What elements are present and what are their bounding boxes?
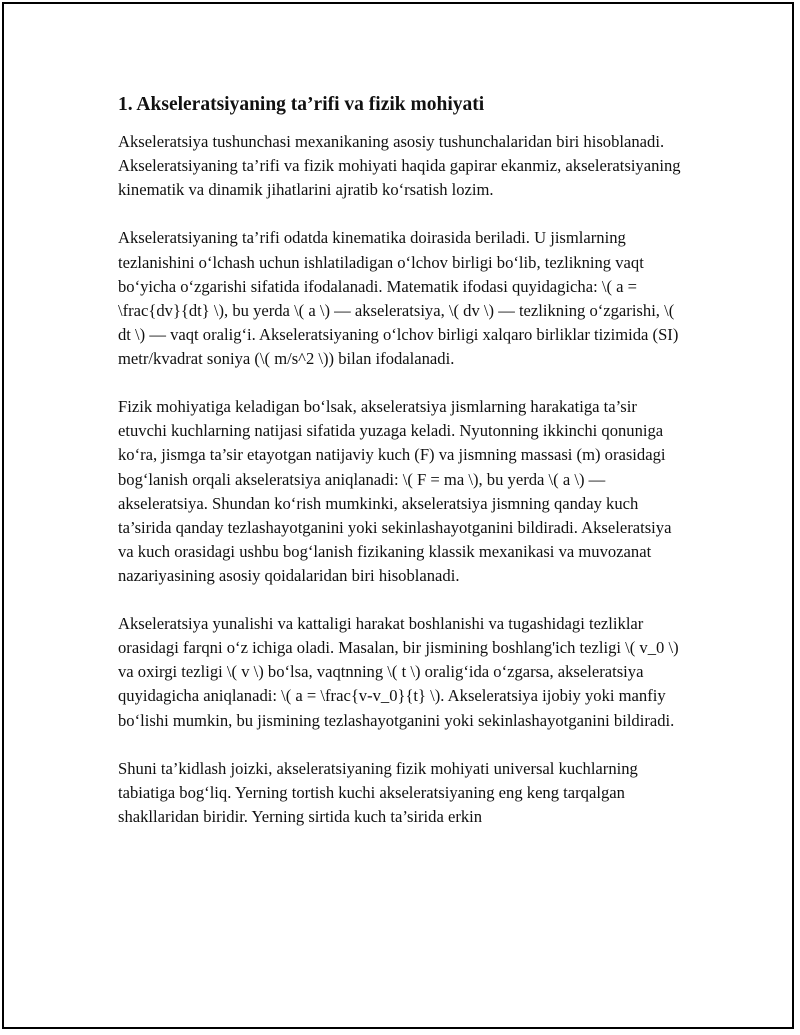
paragraph-universal-forces: Shuni ta’kidlash joizki, akseleratsiyaning fizik mohiyati universal kuchlarning tabiatiga bogʻliq. Yerning tortish kuchi akseleratsiyaning eng keng tarqalgan shakllaridan biridir. Yerning sirtida kuch ta’sirida erkin — [118, 758, 638, 826]
paragraph-direction-magnitude: Akseleratsiya yunalishi va kattaligi harakat boshlanishi va tugashidagi tezliklar orasidagi farqni oʻz ichiga oladi. Masalan, bir jismining boshlang'ich tezligi \( v_0 \) va oxirgi tezligi \( v \) boʻlsa, vaqtnning \( t \) oraligʻida oʻzgarsa, akseleratsiya quyidagicha aniqlanadi: \( a = \frac{v-v_0}{t} \). Akseleratsiya ijobiy yoki manfiy boʻlishi mumkin, bu jismining tezlashayotganini yoki sekinlashayotganini bildiradi. — [118, 614, 679, 730]
paragraph-kinematic-definition: Akseleratsiyaning ta’rifi odatda kinematika doirasida beriladi. U jismlarning tezlanishini oʻlchash uchun ishlatiladigan oʻlchov birligi boʻlib, tezlikning vaqt boʻyicha oʻzgarishi sifatida ifodalanadi. Matematik ifodasi quyidagicha: \( a = \frac{dv}{dt} \), bu yerda \( a \) — akseleratsiya, \( dv \) — tezlikning oʻzgarishi, \( dt \) — vaqt oraligʻi. Akseleratsiyaning oʻlchov birligi xalqaro birliklar tizimida (SI) metr/kvadrat soniya (\( m/s^2 \)) bilan ifodalanadi. — [118, 228, 679, 368]
paragraph-definition-intro: Akseleratsiya tushunchasi mexanikaning asosiy tushunchalaridan biri hisoblanadi. Akseleratsiyaning ta’rifi va fizik mohiyati haqida gapirar ekanmiz, akseleratsiyaning kinematik va dinamik jihatlarini ajratib koʻrsatish lozim. — [118, 132, 681, 200]
section-heading: 1. Akseleratsiyaning ta’rifi va fizik mohiyati — [118, 94, 485, 115]
document-body — [118, 92, 684, 853]
paragraph-physical-essence: Fizik mohiyatiga keladigan boʻlsak, akseleratsiya jismlarning harakatiga ta’sir etuvchi kuchlarning natijasi sifatida yuzaga keladi. Nyutonning ikkinchi qonuniga koʻra, jismga ta’sir etayotgan natijaviy kuch (F) va jismning massasi (m) orasidagi bogʻlanish orqali akseleratsiya aniqlanadi: \( F = ma \), bu yerda \( a \) — akseleratsiya. Shundan koʻrish mumkinki, akseleratsiya jismning qanday kuch ta’sirida qanday tezlashayotganini yoki sekinlashayotganini bildiradi. Akseleratsiya va kuch orasidagi ushbu bogʻlanish fizikaning klassik mexanikasi va muvozanat nazariyasining asosiy qoidalaridan biri hisoblanadi. — [118, 397, 672, 585]
